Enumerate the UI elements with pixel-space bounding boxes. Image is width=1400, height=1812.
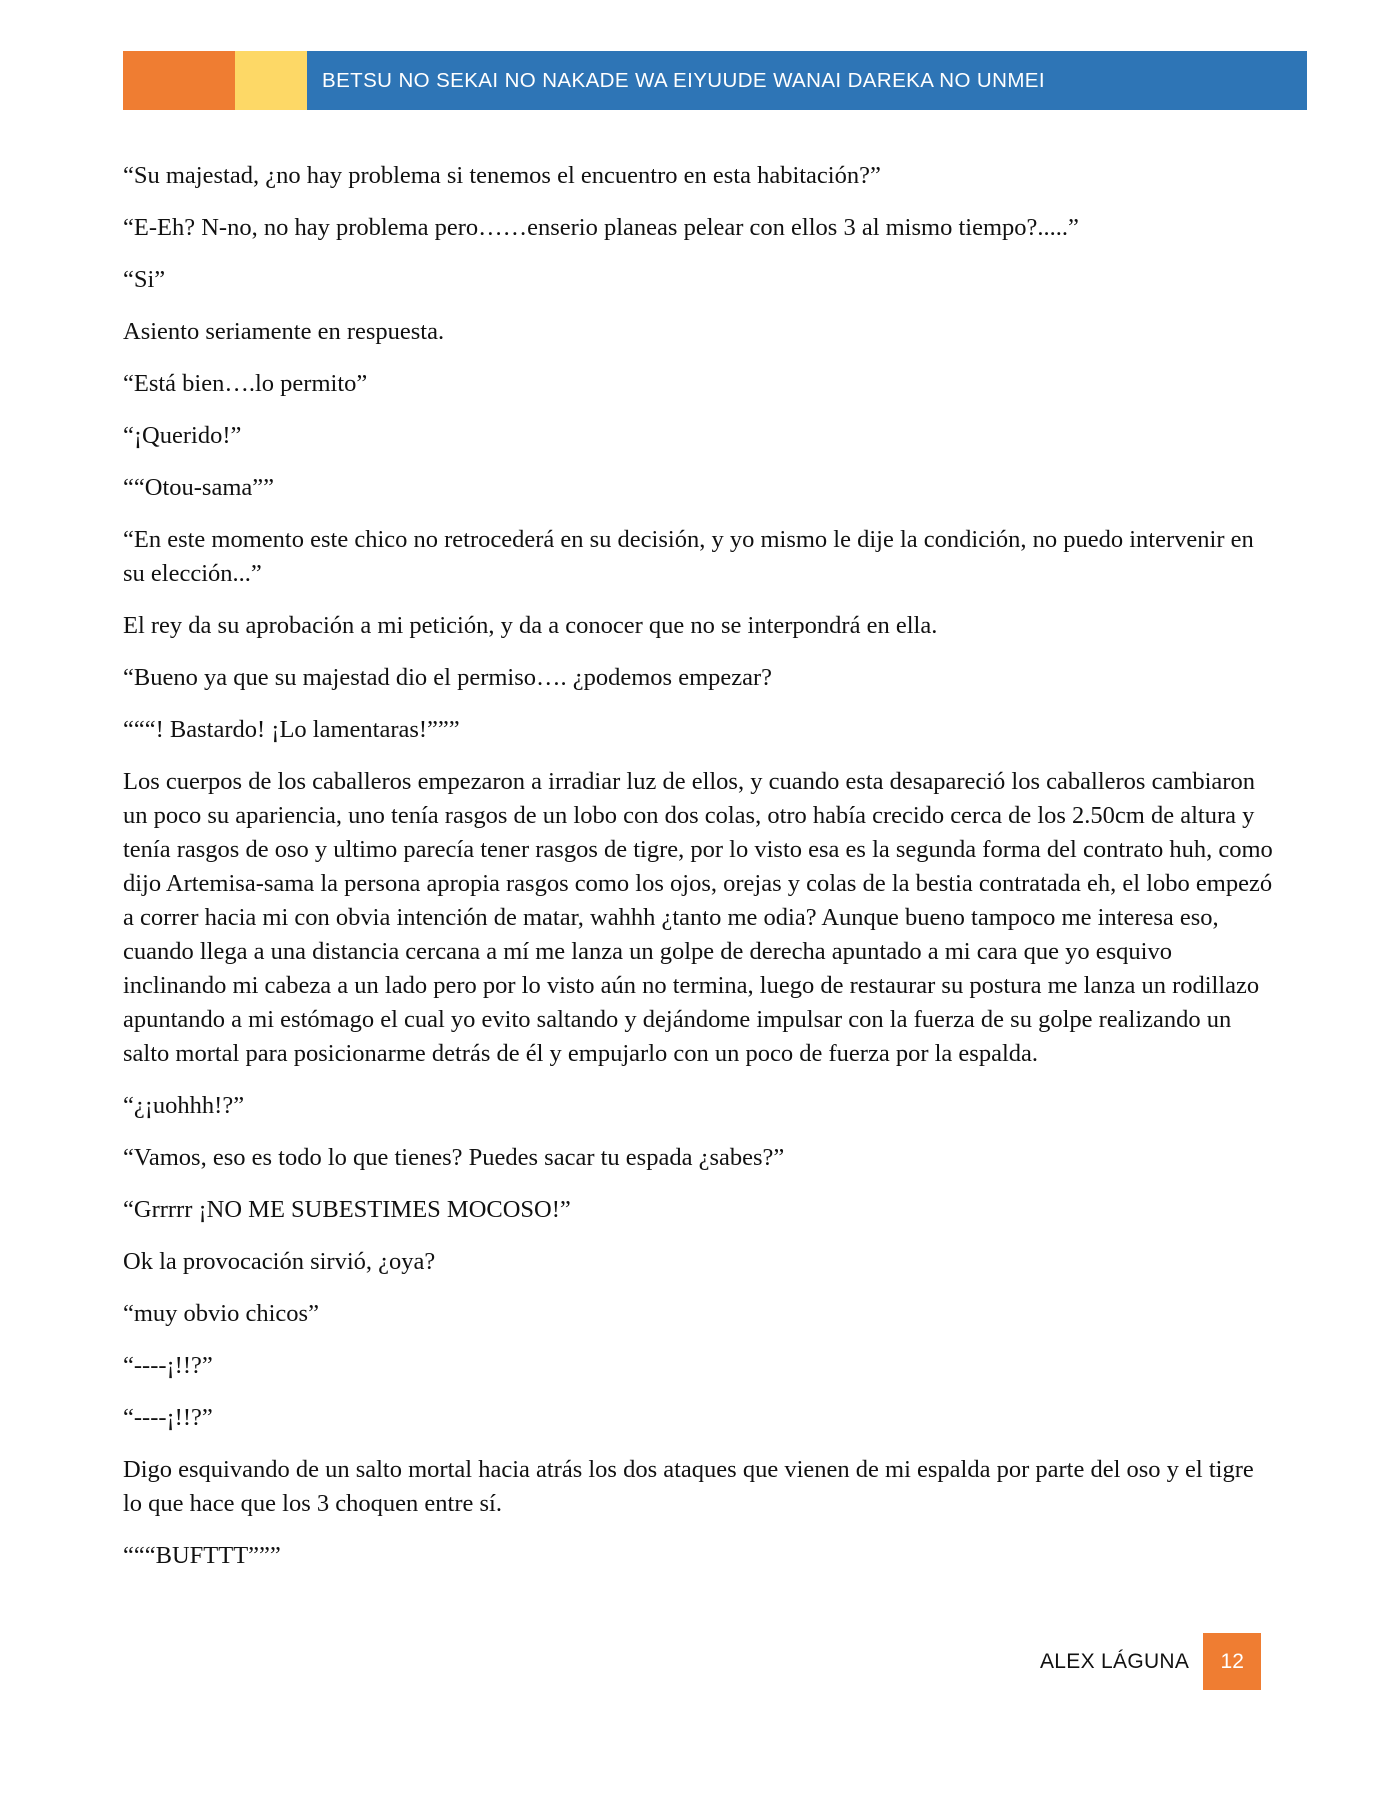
paragraph: Ok la provocación sirvió, ¿oya?: [123, 1248, 436, 1275]
paragraph: “muy obvio chicos”: [123, 1300, 319, 1327]
paragraph: “Grrrrr ¡NO ME SUBESTIMES MOCOSO!”: [123, 1196, 571, 1223]
header-title: BETSU NO SEKAI NO NAKADE WA EIYUUDE WANAI DAREKA NO UNMEI: [322, 68, 1045, 92]
page-body: [123, 159, 1273, 1591]
paragraph: “¡Querido!”: [123, 422, 242, 449]
paragraph: Digo esquivando de un salto mortal hacia atrás los dos ataques que vienen de mi espalda por parte del oso y el tigre lo que hace que los 3 choquen entre sí.: [123, 1456, 1254, 1517]
paragraph: El rey da su aprobación a mi petición, y da a conocer que no se interpondrá en ella.: [123, 612, 938, 639]
paragraph: “Bueno ya que su majestad dio el permiso…. ¿podemos empezar?: [123, 664, 773, 691]
header-yellow-block: [235, 51, 307, 110]
page-number: 12: [1203, 1633, 1261, 1690]
page-footer: [1040, 1633, 1261, 1690]
header-title-band: [307, 51, 1307, 110]
paragraph: “----¡!!?”: [123, 1404, 213, 1431]
paragraph: “Si”: [123, 266, 166, 293]
paragraph: “““! Bastardo! ¡Lo lamentaras!”””: [123, 716, 460, 743]
paragraph: “E-Eh? N-no, no hay problema pero……enserio planeas pelear con ellos 3 al mismo tiempo?.....”: [123, 214, 1079, 241]
paragraph: “En este momento este chico no retrocederá en su decisión, y yo mismo le dije la condición, no puedo intervenir en su elección...”: [123, 526, 1254, 587]
paragraph: Asiento seriamente en respuesta.: [123, 318, 445, 345]
paragraph: “Vamos, eso es todo lo que tienes? Puedes sacar tu espada ¿sabes?”: [123, 1144, 785, 1171]
paragraph: “Está bien….lo permito”: [123, 370, 368, 397]
header-orange-block: [123, 51, 235, 110]
footer-author: ALEX LÁGUNA: [1040, 1649, 1190, 1673]
paragraph: “““BUFTTT”””: [123, 1542, 281, 1569]
running-header: [123, 51, 1307, 110]
paragraph: “¿¡uohhh!?”: [123, 1092, 245, 1119]
paragraph: ““Otou-sama””: [123, 474, 274, 501]
paragraph: Los cuerpos de los caballeros empezaron a irradiar luz de ellos, y cuando esta desapareció los caballeros cambiaron un poco su apariencia, uno tenía rasgos de un lobo con dos colas, otro había crecido cerca de los 2.50cm de altura y tenía rasgos de oso y ultimo parecía tener rasgos de tigre, por lo visto esa es la segunda forma del contrato huh, como dijo Artemisa-sama la persona apropia rasgos como los ojos, orejas y colas de la bestia contratada eh, el lobo empezó a correr hacia mi con obvia intención de matar, wahhh ¿tanto me odia? Aunque bueno tampoco me interesa eso, cuando llega a una distancia cercana a mí me lanza un golpe de derecha apuntado a mi cara que yo esquivo inclinando mi cabeza a un lado pero por lo visto aún no termina, luego de restaurar su postura me lanza un rodillazo apuntando a mi estómago el cual yo evito saltando y dejándome impulsar con la fuerza de su golpe realizando un salto mortal para posicionarme detrás de él y empujarlo con un poco de fuerza por la espalda.: [123, 768, 1273, 1067]
paragraph: “----¡!!?”: [123, 1352, 213, 1379]
paragraph: “Su majestad, ¿no hay problema si tenemos el encuentro en esta habitación?”: [123, 162, 881, 189]
